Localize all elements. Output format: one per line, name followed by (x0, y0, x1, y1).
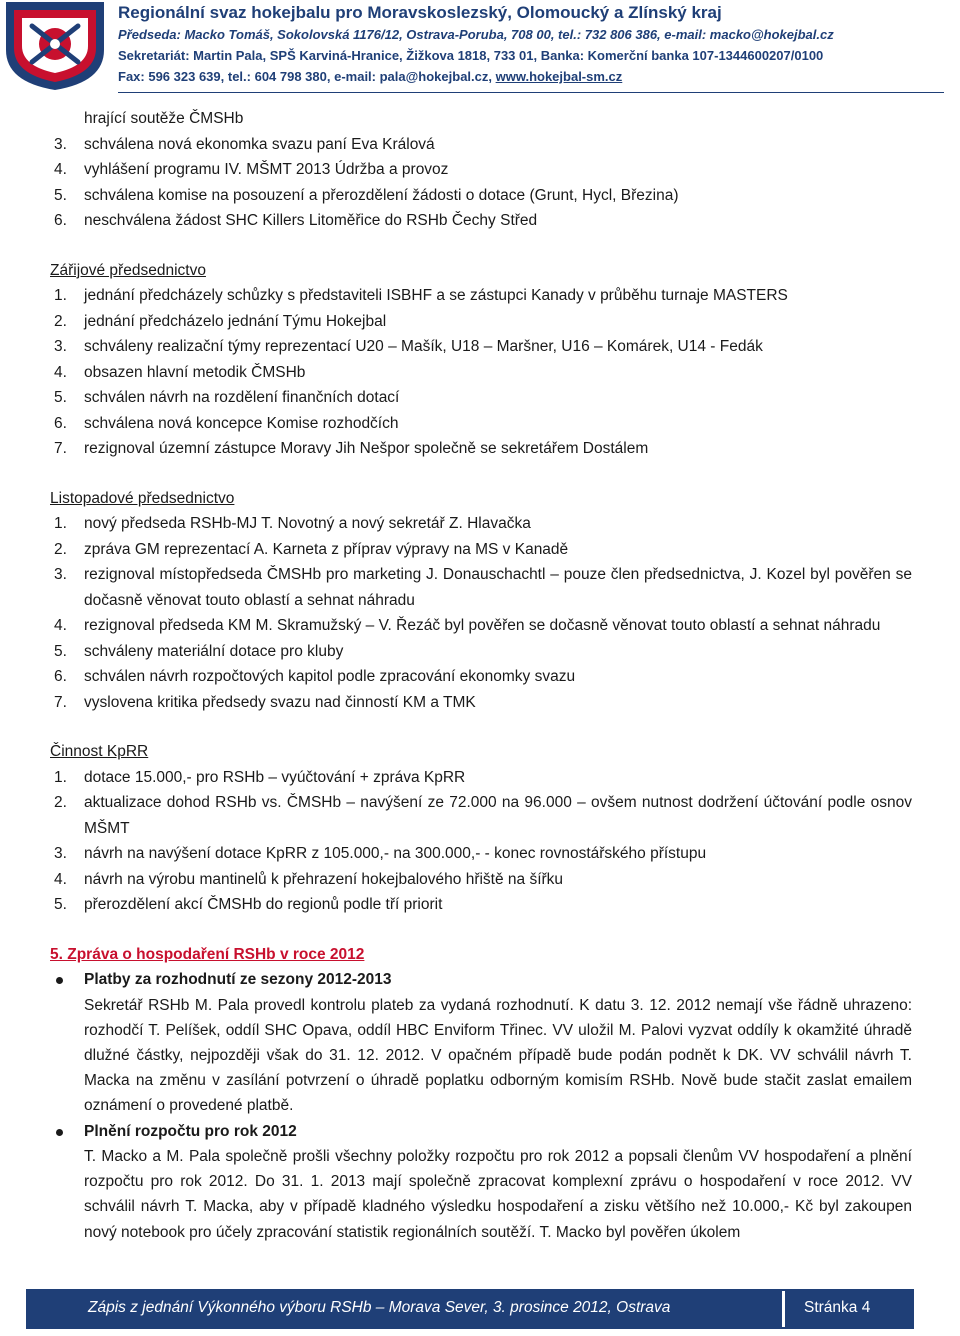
association-logo (0, 0, 110, 92)
header-title: Regionální svaz hokejbalu pro Moravskoslezský, Olomoucký a Zlínský kraj (118, 3, 722, 22)
list-item: 2. zpráva GM reprezentací A. Karneta z příprav výpravy na MS v Kanadě (54, 540, 569, 558)
list-item: 5. schváleny materiální dotace pro kluby (54, 642, 344, 660)
section-5-bullets (50, 967, 912, 1245)
header-divider (118, 92, 944, 93)
bullet-text: Sekretář RSHb M. Pala provedl kontrolu plateb za vydaná rozhodnutí. K datu 3. 12. 2012 nemají vše řádně uhrazeno: rozhodčí T. Pelíšek, oddíl SHC Opava, oddíl HBC Enviform Třinec. VV uložil M. Palovi vyzvat oddíly k okamžité úhradě dlužné částky, nejpozději však do 31. 12. 2012. V opačném případě bude podán podnět k DK. VV schválil návrh T. Macka na změnu v zasílání potvrzení o úhradě poplatku odborným komisím RSHb. Nově bude stačit zaslat emailem oznámení o provedené platbě. (84, 996, 912, 1115)
bullet-item (50, 967, 912, 1119)
section-5-heading: 5. Zpráva o hospodaření RSHb v roce 2012 (50, 945, 365, 963)
list-item: 3. schválena nová ekonomka svazu paní Eva Králová (54, 135, 435, 153)
footer-text: Zápis z jednání Výkonného výboru RSHb – Morava Sever, 3. prosince 2012, Ostrava (88, 1299, 671, 1316)
list-item: 4. návrh na výrobu mantinelů k přehrazení hokejbalového hřiště na šířku (54, 870, 564, 888)
footer-separator (782, 1291, 785, 1327)
bullet-text: T. Macko a M. Pala společně prošli všechny položky rozpočtu pro rok 2012 a popsali členům VV hospodaření a plnění rozpočtu pro rok 2012. Do 31. 1. 2013 mají společně zpracovat komplexní zprávu o hospodaření v roce 2012. VV schválil návrh T. Macka, aby v případě kladného výsledku hospodaření a zisku většího než 10.000,- Kč byl zakoupen nový notebook pro účely zpracování statistik regionálních soutěží. T. Macko byl pověřen úkolem (84, 1148, 912, 1241)
header-secretariat-line: Sekretariát: Martin Pala, SPŠ Karviná-Hranice, Žižkova 1818, 733 01, Banka: Komerční banka 107-1344600207/0100 (118, 48, 824, 63)
kprr-title: Činnost KpRR (50, 743, 149, 760)
bullet-icon (56, 1129, 63, 1136)
list-item: 6. schválena nová koncepce Komise rozhodčích (54, 414, 399, 432)
list-item: 7. rezignoval územní zástupce Moravy Jih Nešpor společně se sekretářem Dostálem (54, 440, 649, 457)
list-item: 6. schválen návrh rozpočtových kapitol podle zpracování ekonomky svazu (54, 668, 576, 685)
list-item: 4. obsazen hlavní metodik ČMSHb (54, 363, 306, 381)
page-header (0, 0, 960, 92)
bullet-title: Plnění rozpočtu pro rok 2012 (84, 1122, 297, 1140)
list-item: 1. dotace 15.000,- pro RSHb – vyúčtování + zpráva KpRR (54, 768, 466, 786)
list-item: 3. rezignoval místopředseda ČMSHb pro marketing J. Donauschachtl – pouze člen předsednictva, J. Kozel byl pověřen se dočasně věnovat touto oblastí a sehnat náhradu (54, 566, 912, 609)
list-item: 5. schválena komise na posouzení a přerozdělení žádosti o dotace (Grunt, Hycl, Březina) (54, 186, 679, 204)
header-chairman-line: Předseda: Macko Tomáš, Sokolovská 1176/12, Ostrava-Poruba, 708 00, tel.: 732 806 386, e-mail: macko@hokejbal.cz (118, 27, 834, 42)
list-item: 4. rezignoval předseda KM M. Skramužský – V. Řezáč byl pověřen se dočasně věnovat touto oblastí a sehnat náhradu (54, 617, 881, 634)
list-item: 1. nový předseda RSHb-MJ T. Novotný a nový sekretář Z. Hlavačka (54, 515, 531, 532)
september-list (50, 283, 912, 462)
bullet-icon (56, 977, 63, 984)
page-number: Stránka 4 (804, 1299, 871, 1316)
list-item: 5. schválen návrh na rozdělení finančních dotací (54, 389, 400, 406)
november-list (50, 511, 912, 715)
list-item: 3. návrh na navýšení dotace KpRR z 105.000,- na 300.000,- - konec rovnostářského přístupu (54, 845, 707, 862)
list-item: 7. vyslovena kritika předsedy svazu nad činností KM a TMK (54, 693, 476, 711)
list-item: 5. přerozdělení akcí ČMSHb do regionů podle tří priorit (54, 896, 443, 913)
list-item: 1. jednání předcházely schůzky s představiteli ISBHF a se zástupci Kanady v průběhu turnaje MASTERS (54, 287, 788, 304)
document-body (50, 106, 912, 1245)
header-contact-line: Fax: 596 323 639, tel.: 604 798 380, e-mail: pala@hokejbal.cz, www.hokejbal-sm.cz (118, 69, 623, 84)
november-title: Listopadové předsednictvo (50, 489, 235, 507)
website-link[interactable]: www.hokejbal-sm.cz (495, 69, 623, 84)
intro-continuation: hrající soutěže ČMSHb (84, 110, 244, 127)
bullet-item (50, 1119, 912, 1245)
page-footer (26, 1289, 914, 1329)
list-item: 2. aktualizace dohod RSHb vs. ČMSHb – navýšení ze 72.000 na 96.000 – ovšem nutnost dodržení účtování podle osnov MŠMT (54, 794, 912, 837)
september-title: Zářijové předsednictvo (50, 261, 206, 279)
list-item: 2. jednání předcházelo jednání Týmu Hokejbal (54, 312, 387, 330)
kprr-list (50, 765, 912, 918)
bullet-title: Platby za rozhodnutí ze sezony 2012-2013 (84, 971, 392, 988)
list-item: 6. neschválena žádost SHC Killers Litoměřice do RSHb Čechy Střed (54, 212, 538, 229)
intro-list (50, 132, 912, 234)
list-item: 3. schváleny realizační týmy reprezentací U20 – Mašík, U18 – Maršner, U16 – Komárek, U14 - Fedák (54, 338, 763, 355)
list-item: 4. vyhlášení programu IV. MŠMT 2013 Údržba a provoz (54, 161, 449, 178)
